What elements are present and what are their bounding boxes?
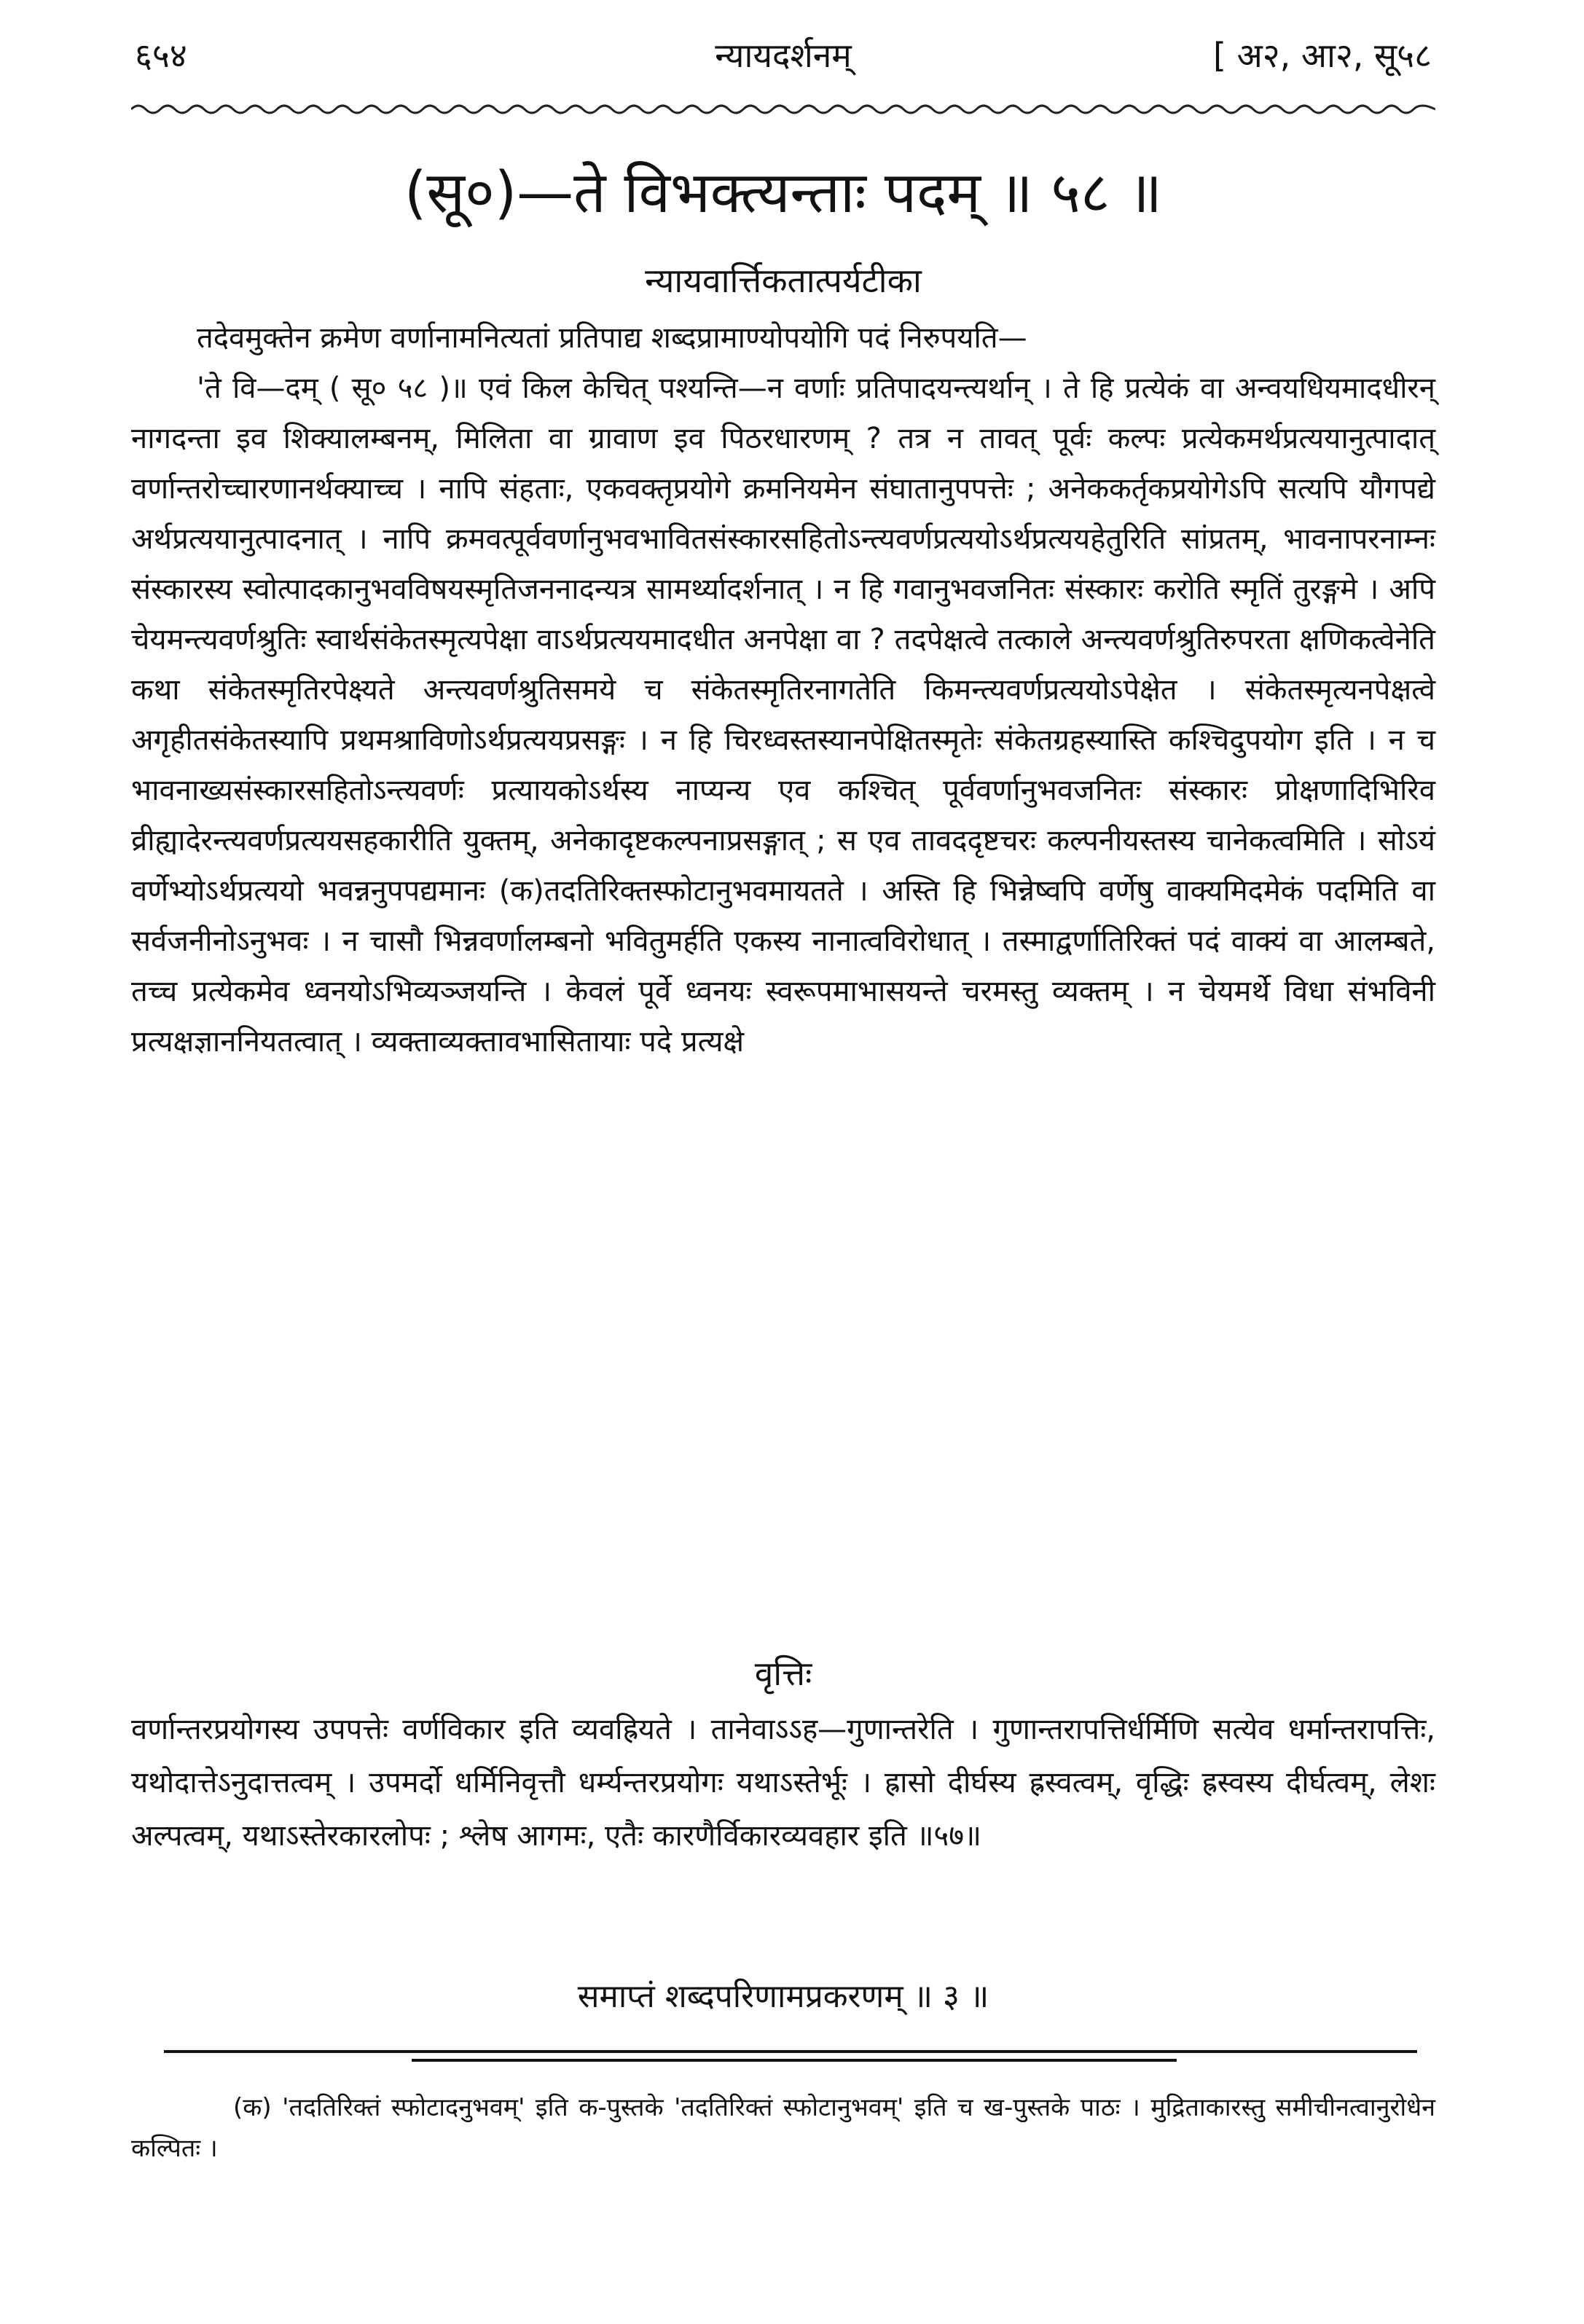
footnote-text: (क) 'तदतिरिक्तं स्फोटादनुभवम्' इति क-पुस्तके 'तदतिरिक्तं स्फोटानुभवम्' इति च ख-पुस्तके पाठः । मुद्रिताकारस्तु समीचीनत्वानुरोधेन कल्पितः ।: [131, 2093, 1435, 2163]
vritti-paragraph: वर्णान्तरप्रयोगस्य उपपत्तेः वर्णविकार इति व्यवह्रियते । तानेवाऽऽह—गुणान्तरेति । गुणान्तरापत्तिर्धर्मिणि सत्येव धर्मान्तरापत्तिः, यथोदात्तेऽनुदात्तत्वम् । उपमर्दो धर्मिनिवृत्तौ धर्म्यन्तरप्रयोगः यथाऽस्तेर्भूः । ह्रासो दीर्घस्य ह्रस्वत्वम्, वृद्धिः ह्रस्वस्य दीर्घत्वम्, लेशः अल्पत्वम्, यथाऽस्तेरकारलोपः ; श्लेष आगमः, एतैः कारणैर्विकारव्यवहार इति ॥५७॥: [131, 1713, 1435, 1853]
section-reference: [ अ२, आ२, सू५८: [1213, 36, 1432, 75]
commentary-paragraph: तदेवमुक्तेन क्रमेण वर्णानामनित्यतां प्रतिपाद्य शब्दप्रामाण्योपयोगि पदं निरुपयति—: [197, 321, 1027, 355]
footnote-rule-upper: [164, 2050, 1417, 2053]
page-number: ६५४: [135, 36, 187, 75]
commentary-title: न्यायवार्त्तिकतात्पर्यटीका: [645, 261, 922, 300]
running-title: न्यायदर्शनम्: [715, 36, 852, 75]
vritti-body: [131, 1703, 1435, 1863]
footnote-rule-lower: [412, 2059, 1177, 2062]
section-colophon: समाप्तं शब्दपरिणामप्रकरणम् ॥ ३ ॥: [577, 1978, 989, 2015]
commentary-body: [131, 313, 1435, 1067]
commentary-paragraph: 'ते वि—दम् ( सू० ५८ )॥ एवं किल केचित् पश्यन्ति—न वर्णाः प्रतिपादयन्त्यर्थान् । ते हि प्रत्येकं वा अन्वयधियमादधीरन् नागदन्ता इव शिक्यालम्बनम्, मिलिता वा ग्रावाण इव पिठरधारणम् ? तत्र न तावत् पूर्वः कल्पः प्रत्येकमर्थप्रत्ययानुत्पादात् वर्णान्तरोच्चारणानर्थक्याच्च । नापि संहताः, एकवक्तृप्रयोगे क्रमनियमेन संघातानुपपत्तेः ; अनेककर्तृकप्रयोगेऽपि सत्यपि यौगपद्ये अर्थप्रत्ययानुत्पादनात् । नापि क्रमवत्पूर्ववर्णानुभवभावितसंस्कारसहितोऽन्त्यवर्णप्रत्ययोऽर्थप्रत्ययहेतुरिति सांप्रतम्, भावनापरनाम्नः संस्कारस्य स्वोत्पादकानुभवविषयस्मृतिजननादन्यत्र सामर्थ्यादर्शनात् । न हि गवानुभवजनितः संस्कारः करोति स्मृतिं तुरङ्गमे । अपि चेयमन्त्यवर्णश्रुतिः स्वार्थसंकेतस्मृत्यपेक्षा वाऽर्थप्रत्ययमादधीत अनपेक्षा वा ? तदपेक्षत्वे तत्काले अन्त्यवर्णश्रुतिरुपरता क्षणिकत्वेनेति कथा संकेतस्मृतिरपेक्ष्यते अन्त्यवर्णश्रुतिसमये च संकेतस्मृतिरनागतेति किमन्त्यवर्णप्रत्ययोऽपेक्षेत । संकेतस्मृत्यनपेक्षत्वे अगृहीतसंकेतस्यापि प्रथमश्राविणोऽर्थप्रत्ययप्रसङ्गः । न हि चिरध्वस्तस्यानपेक्षितस्मृतेः संकेतग्रहस्यास्ति कश्चिदुपयोग इति । न च भावनाख्यसंस्कारसहितोऽन्त्यवर्णः प्रत्यायकोऽर्थस्य नाप्यन्य एव कश्चित् पूर्ववर्णानुभवजनितः संस्कारः प्रोक्षणादिभिरिव व्रीह्यादेरन्त्यवर्णप्रत्ययसहकारीति युक्तम्, अनेकादृष्टकल्पनाप्रसङ्गात् ; स एव तावददृष्टचरः कल्पनीयस्तस्य चानेकत्वमिति । सोऽयं वर्णेभ्योऽर्थप्रत्ययो भवन्ननुपपद्यमानः (क)तदतिरिक्तस्फोटानुभवमायतते । अस्ति हि भिन्नेष्वपि वर्णेषु वाक्यमिदमेकं पदमिति वा सर्वजनीनोऽनुभवः । न चासौ भिन्नवर्णालम्बनो भवितुमर्हति एकस्य नानात्वविरोधात् । तस्माद्वर्णातिरिक्तं पदं वाक्यं वा आलम्बते, तच्च प्रत्येकमेव ध्वनयोऽभिव्यञ्जयन्ति । केवलं पूर्वे ध्वनयः स्वरूपमाभासयन्ते चरमस्तु व्यक्तम् । न चेयमर्थे विधा संभविनी प्रत्यक्षज्ञाननियतत्वात् । व्यक्ताव्यक्तावभासितायाः पदे प्रत्यक्षे: [131, 372, 1435, 1059]
wavy-rule-divider: [131, 101, 1435, 118]
footnote: [131, 2087, 1435, 2169]
sutra-heading: (सू०)—ते विभक्त्यन्ताः पदम् ॥ ५८ ॥: [404, 160, 1163, 226]
page-header: [135, 32, 1432, 90]
vritti-heading: वृत्तिः: [754, 1654, 812, 1693]
